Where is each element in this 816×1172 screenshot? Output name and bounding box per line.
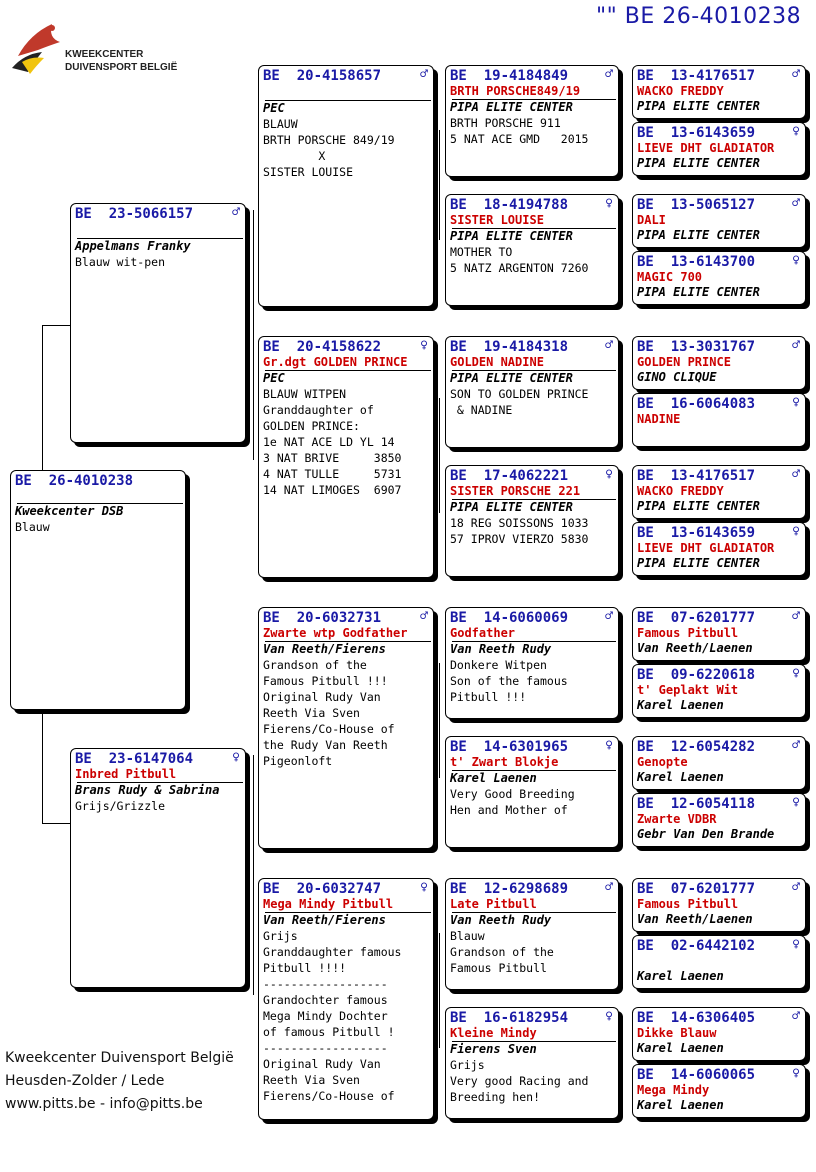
page-title: "" BE 26-4010238 — [596, 4, 802, 29]
male-icon: ♂ — [420, 609, 428, 624]
pedigree-card-fm[interactable] — [258, 336, 434, 578]
pedigree-card-g2[interactable] — [632, 122, 806, 176]
pedigree-card-g14[interactable] — [632, 935, 806, 989]
pedigree-card-g16[interactable] — [632, 1064, 806, 1118]
bird-name: Mega Mindy Pitbull — [263, 897, 394, 911]
pedigree-card-g15[interactable] — [632, 1007, 806, 1061]
ring-number: BE 13-4176517 — [637, 468, 756, 484]
male-icon: ♂ — [792, 880, 800, 895]
female-icon: ♀ — [792, 253, 800, 268]
info-line: GOLDEN PRINCE: — [263, 419, 360, 433]
ring-number: BE 12-6054118 — [637, 796, 756, 812]
female-icon: ♀ — [605, 1009, 613, 1024]
owner: Karel Laenen — [637, 1041, 724, 1055]
male-icon: ♂ — [605, 880, 613, 895]
logo-line2: DUIVENSPORT BELGIË — [65, 62, 178, 73]
female-icon: ♀ — [792, 1066, 800, 1081]
owner: Karel Laenen — [637, 969, 724, 983]
ring-number: BE 23-5066157 — [75, 206, 194, 222]
female-icon: ♀ — [605, 738, 613, 753]
info-line: 4 NAT TULLE 5731 — [263, 467, 402, 481]
footer-company: Kweekcenter Duivensport België — [5, 1050, 234, 1066]
pedigree-card-mmm[interactable] — [445, 1007, 619, 1119]
ring-number: BE 14-6301965 — [450, 739, 569, 755]
ring-number: BE 23-6147064 — [75, 751, 194, 767]
info-line: Grandochter famous — [263, 993, 388, 1007]
bird-name: Gr.dgt GOLDEN PRINCE — [263, 355, 408, 369]
pedigree-card-mother[interactable] — [70, 748, 246, 988]
info-line: Blauw wit-pen — [75, 255, 166, 269]
ring-number: BE 20-6032747 — [263, 881, 382, 897]
info-line: BLAUW WITPEN — [263, 387, 347, 401]
info-line: Famous Pitbull — [450, 961, 547, 975]
male-icon: ♂ — [792, 1009, 800, 1024]
footer-location: Heusden-Zolder / Lede — [5, 1073, 165, 1089]
pedigree-card-mff[interactable] — [445, 607, 619, 719]
info-line: & NADINE — [450, 403, 513, 417]
owner: Van Reeth Rudy — [450, 913, 552, 927]
bird-name: Inbred Pitbull — [75, 767, 177, 781]
owner: Van Reeth/Fierens — [263, 913, 386, 927]
info-line: 5 NATZ ARGENTON 7260 — [450, 261, 589, 275]
ring-number: BE 20-4158622 — [263, 339, 382, 355]
pedigree-card-fff[interactable] — [445, 65, 619, 177]
ring-number: BE 07-6201777 — [637, 881, 756, 897]
male-icon: ♂ — [232, 205, 240, 220]
ring-number: BE 09-6220618 — [637, 667, 756, 683]
female-icon: ♀ — [792, 124, 800, 139]
info-line: Very Good Breeding — [450, 787, 575, 801]
pedigree-card-fmf[interactable] — [445, 336, 619, 448]
pedigree-card-mm[interactable] — [258, 878, 434, 1120]
connector — [439, 398, 440, 513]
bird-name: MAGIC 700 — [637, 270, 703, 284]
bird-name: Genopte — [637, 755, 688, 769]
info-line: BLAUW — [263, 117, 298, 131]
owner: Van Reeth Rudy — [450, 642, 552, 656]
bird-name: Famous Pitbull — [637, 626, 739, 640]
pedigree-card-mmf[interactable] — [445, 878, 619, 990]
bird-name: GOLDEN PRINCE — [637, 355, 731, 369]
ring-number: BE 20-4158657 — [263, 68, 382, 84]
owner: Van Reeth/Laenen — [637, 912, 753, 926]
bird-name: WACKO FREDDY — [637, 484, 724, 498]
pedigree-card-g4[interactable] — [632, 251, 806, 305]
info-line: Reeth Via Sven — [263, 1073, 360, 1087]
ring-number: BE 19-4184318 — [450, 339, 569, 355]
info-line: Breeding hen! — [450, 1090, 541, 1104]
owner: Karel Laenen — [637, 770, 724, 784]
bird-name: Dikke Blauw — [637, 1026, 717, 1040]
ring-number: BE 26-4010238 — [15, 473, 134, 489]
bird-name: Godfather — [450, 626, 516, 640]
info-line: Pitbull !!!! — [263, 961, 347, 975]
male-icon: ♂ — [792, 338, 800, 353]
bird-name: LIEVE DHT GLADIATOR — [637, 541, 775, 555]
owner: Van Reeth/Laenen — [637, 641, 753, 655]
owner: PIPA ELITE CENTER — [450, 100, 573, 114]
pedigree-card-g13[interactable] — [632, 878, 806, 932]
owner: PIPA ELITE CENTER — [637, 556, 760, 570]
bird-name: t' Zwart Blokje — [450, 755, 559, 769]
info-line: Famous Pitbull !!! — [263, 674, 388, 688]
info-line: Mega Mindy Dochter — [263, 1009, 388, 1023]
bird-name: WACKO FREDDY — [637, 84, 724, 98]
info-line: Grijs — [450, 1058, 485, 1072]
owner: Van Reeth/Fierens — [263, 642, 386, 656]
owner: Karel Laenen — [450, 771, 537, 785]
pedigree-card-g11[interactable] — [632, 736, 806, 790]
owner: Appelmans Franky — [75, 239, 191, 253]
ring-number: BE 13-3031767 — [637, 339, 756, 355]
female-icon: ♀ — [232, 750, 240, 765]
ring-number: BE 12-6054282 — [637, 739, 756, 755]
male-icon: ♂ — [792, 609, 800, 624]
pedigree-card-g8[interactable] — [632, 522, 806, 576]
info-line: Hen and Mother of — [450, 803, 568, 817]
connector — [42, 713, 43, 823]
bird-name: GOLDEN NADINE — [450, 355, 544, 369]
connector — [253, 210, 254, 460]
female-icon: ♀ — [792, 937, 800, 952]
bird-name: BRTH PORSCHE849/19 — [450, 84, 581, 98]
info-line: Son of the famous — [450, 674, 568, 688]
info-line: Granddaughter famous — [263, 945, 402, 959]
pedigree-card-g7[interactable] — [632, 465, 806, 519]
connector — [42, 325, 43, 470]
owner: PIPA ELITE CENTER — [637, 156, 760, 170]
owner: Karel Laenen — [637, 698, 724, 712]
bird-name: SISTER PORSCHE 221 — [450, 484, 581, 498]
male-icon: ♂ — [605, 609, 613, 624]
ring-number: BE 13-4176517 — [637, 68, 756, 84]
owner: PIPA ELITE CENTER — [637, 99, 760, 113]
owner: Brans Rudy & Sabrina — [75, 783, 220, 797]
ring-number: BE 16-6064083 — [637, 396, 756, 412]
info-line: Original Rudy Van — [263, 1057, 381, 1071]
male-icon: ♂ — [792, 196, 800, 211]
owner: PIPA ELITE CENTER — [637, 499, 760, 513]
info-line: Fierens/Co-House of — [263, 1089, 395, 1103]
female-icon: ♀ — [792, 795, 800, 810]
male-icon: ♂ — [605, 338, 613, 353]
footer-contact[interactable]: www.pitts.be - info@pitts.be — [5, 1096, 203, 1112]
ring-number: BE 17-4062221 — [450, 468, 569, 484]
ring-number: BE 20-6032731 — [263, 610, 382, 626]
info-line: Grandson of the — [263, 658, 367, 672]
owner: PIPA ELITE CENTER — [637, 285, 760, 299]
info-line: 5 NAT ACE GMD 2015 — [450, 132, 589, 146]
info-line: SISTER LOUISE — [263, 165, 354, 179]
pedigree-card-mf[interactable] — [258, 607, 434, 849]
info-line: BRTH PORSCHE 849/19 — [263, 133, 395, 147]
pedigree-card-subject[interactable] — [10, 470, 186, 710]
info-line: 1e NAT ACE LD YL 14 — [263, 435, 395, 449]
owner: GINO CLIQUE — [637, 370, 717, 384]
info-line: ------------------ — [263, 977, 388, 991]
connector — [439, 663, 440, 778]
bird-name: LIEVE DHT GLADIATOR — [637, 141, 775, 155]
pedigree-card-ffm[interactable] — [445, 194, 619, 306]
bird-name: Zwarte wtp Godfather — [263, 626, 408, 640]
info-line: of famous Pitbull ! — [263, 1025, 395, 1039]
pedigree-card-g6[interactable] — [632, 393, 806, 447]
connector — [42, 823, 70, 824]
ring-number: BE 14-6060065 — [637, 1067, 756, 1083]
info-line: Blauw — [15, 520, 50, 534]
ring-number: BE 18-4194788 — [450, 197, 569, 213]
pedigree-card-mfm[interactable] — [445, 736, 619, 848]
female-icon: ♀ — [792, 524, 800, 539]
bird-name: NADINE — [637, 412, 681, 426]
info-line: Grijs/Grizzle — [75, 799, 166, 813]
connector — [439, 130, 440, 240]
female-icon: ♀ — [792, 666, 800, 681]
info-line: Very good Racing and — [450, 1074, 589, 1088]
info-line: Fierens/Co-House of — [263, 722, 395, 736]
connector — [253, 755, 254, 995]
info-line: Pigeonloft — [263, 754, 333, 768]
info-line: BRTH PORSCHE 911 — [450, 116, 561, 130]
male-icon: ♂ — [792, 67, 800, 82]
info-line: Original Rudy Van — [263, 690, 381, 704]
ring-number: BE 14-6060069 — [450, 610, 569, 626]
pedigree-card-g9[interactable] — [632, 607, 806, 661]
info-line: 18 REG SOISSONS 1033 — [450, 516, 589, 530]
female-icon: ♀ — [792, 395, 800, 410]
ring-number: BE 13-5065127 — [637, 197, 756, 213]
pigeon-logo-icon — [8, 16, 68, 78]
pedigree-card-g5[interactable] — [632, 336, 806, 390]
ring-number: BE 19-4184849 — [450, 68, 569, 84]
female-icon: ♀ — [605, 467, 613, 482]
ring-number: BE 14-6306405 — [637, 1010, 756, 1026]
logo-line1: KWEEKCENTER — [65, 49, 144, 60]
info-line: 14 NAT LIMOGES 6907 — [263, 483, 402, 497]
owner: Karel Laenen — [637, 1098, 724, 1112]
female-icon: ♀ — [605, 196, 613, 211]
info-line: the Rudy Van Reeth — [263, 738, 388, 752]
info-line: Grijs — [263, 929, 298, 943]
info-line: Granddaughter of — [263, 403, 374, 417]
owner: PIPA ELITE CENTER — [450, 500, 573, 514]
ring-number: BE 13-6143700 — [637, 254, 756, 270]
info-line: 3 NAT BRIVE 3850 — [263, 451, 402, 465]
owner: Kweekcenter DSB — [15, 504, 124, 518]
info-line: Pitbull !!! — [450, 690, 527, 704]
male-icon: ♂ — [792, 738, 800, 753]
ring-number: BE 13-6143659 — [637, 525, 756, 541]
owner: PEC — [263, 371, 285, 385]
logo — [8, 16, 178, 80]
info-line: Donkere Witpen — [450, 658, 547, 672]
owner: Gebr Van Den Brande — [637, 827, 775, 841]
bird-name: Late Pitbull — [450, 897, 537, 911]
info-line: Blauw — [450, 929, 485, 943]
pedigree-card-g1[interactable] — [632, 65, 806, 119]
info-line: X — [263, 149, 326, 163]
pedigree-card-father[interactable] — [70, 203, 246, 443]
pedigree-card-ff[interactable] — [258, 65, 434, 307]
owner: PIPA ELITE CENTER — [450, 371, 573, 385]
info-line: Grandson of the — [450, 945, 554, 959]
pedigree-card-g3[interactable] — [632, 194, 806, 248]
info-line: ------------------ — [263, 1041, 388, 1055]
bird-name: Zwarte VDBR — [637, 812, 717, 826]
female-icon: ♀ — [420, 880, 428, 895]
info-line: 57 IPROV VIERZO 5830 — [450, 532, 589, 546]
ring-number: BE 02-6442102 — [637, 938, 756, 954]
info-line: MOTHER TO — [450, 245, 513, 259]
male-icon: ♂ — [420, 67, 428, 82]
ring-number: BE 07-6201777 — [637, 610, 756, 626]
bird-name: Kleine Mindy — [450, 1026, 537, 1040]
owner: PIPA ELITE CENTER — [450, 229, 573, 243]
ring-number: BE 12-6298689 — [450, 881, 569, 897]
female-icon: ♀ — [420, 338, 428, 353]
owner: Fierens Sven — [450, 1042, 537, 1056]
ring-number: BE 13-6143659 — [637, 125, 756, 141]
pedigree-card-g12[interactable] — [632, 793, 806, 847]
pedigree-card-g10[interactable] — [632, 664, 806, 718]
bird-name: SISTER LOUISE — [450, 213, 544, 227]
owner: PEC — [263, 101, 285, 115]
bird-name: Famous Pitbull — [637, 897, 739, 911]
bird-name: t' Geplakt Wit — [637, 683, 739, 697]
info-line: Reeth Via Sven — [263, 706, 360, 720]
bird-name: Mega Mindy — [637, 1083, 710, 1097]
ring-number: BE 16-6182954 — [450, 1010, 569, 1026]
owner: PIPA ELITE CENTER — [637, 228, 760, 242]
pedigree-card-fmm[interactable] — [445, 465, 619, 577]
connector — [42, 325, 70, 326]
male-icon: ♂ — [792, 467, 800, 482]
info-line: SON TO GOLDEN PRINCE — [450, 387, 589, 401]
bird-name: DALI — [637, 213, 666, 227]
connector — [439, 933, 440, 1048]
male-icon: ♂ — [605, 67, 613, 82]
